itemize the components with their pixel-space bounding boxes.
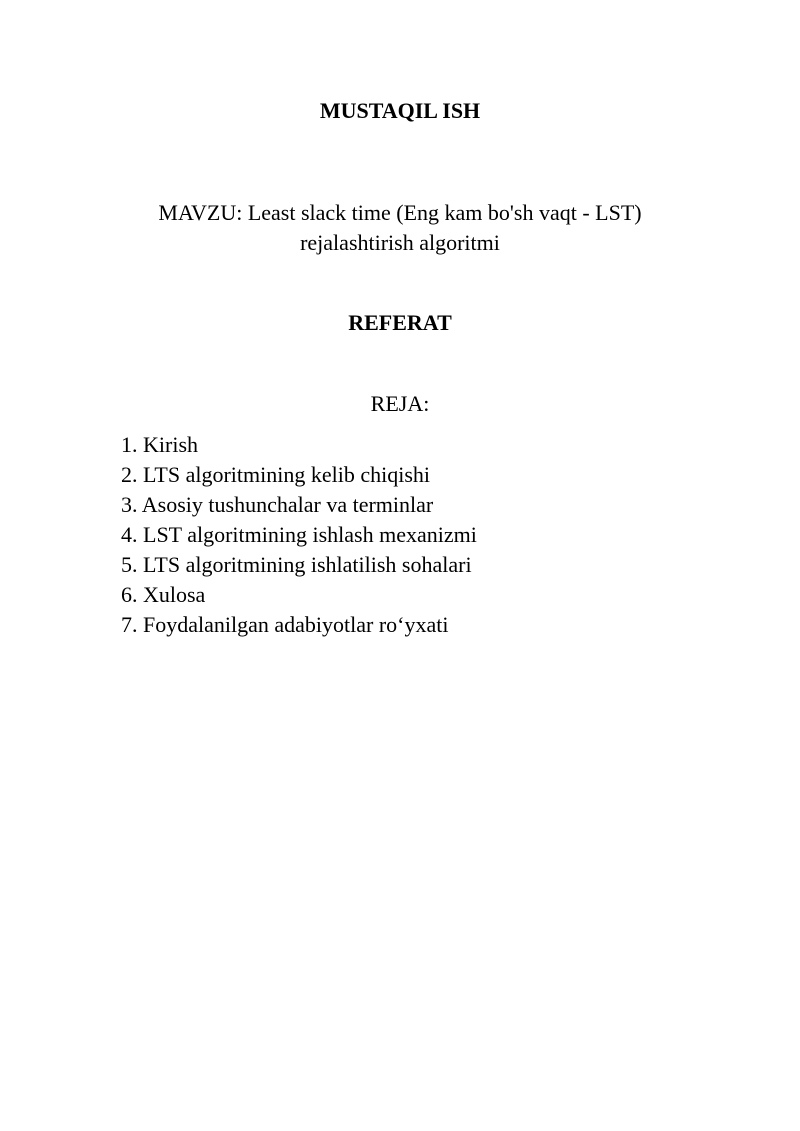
plan-item: 7. Foydalanilgan adabiyotlar ro‘yxati bbox=[121, 612, 449, 637]
document-title: MUSTAQIL ISH bbox=[319, 98, 481, 123]
document-subtitle: REFERAT bbox=[348, 310, 452, 335]
topic-line-2: rejalashtirish algoritmi bbox=[300, 230, 500, 255]
plan-item: 4. LST algoritmining ishlash mexanizmi bbox=[121, 522, 477, 547]
plan-item: 1. Kirish bbox=[121, 432, 198, 457]
plan-item: 3. Asosiy tushunchalar va terminlar bbox=[121, 492, 434, 517]
topic-line-1: MAVZU: Least slack time (Eng kam bo'sh vaqt - LST) bbox=[158, 200, 642, 225]
topic-block bbox=[100, 198, 700, 258]
plan-heading: REJA: bbox=[370, 391, 430, 416]
plan-item: 5. LTS algoritmining ishlatilish sohalari bbox=[121, 552, 472, 577]
plan-item: 6. Xulosa bbox=[121, 582, 206, 607]
plan-list bbox=[121, 430, 477, 640]
plan-item: 2. LTS algoritmining kelib chiqishi bbox=[121, 462, 431, 487]
